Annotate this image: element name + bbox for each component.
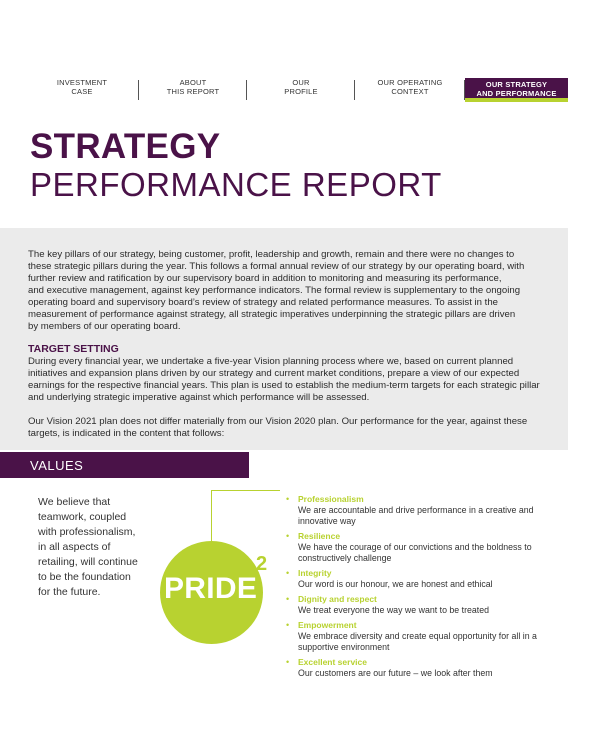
nav-item-label-line2: THIS REPORT: [166, 87, 220, 96]
section-nav: [28, 78, 568, 104]
value-name: Integrity: [298, 568, 332, 578]
body-line: and underlying strategic imperative against which performance will be assessed.: [28, 392, 370, 403]
nav-item-investment-case[interactable]: [28, 78, 136, 104]
nav-divider: [354, 80, 355, 100]
nav-divider: [138, 80, 139, 100]
values-intro-line: retailing, will continue: [38, 556, 138, 568]
value-name: Empowerment: [298, 620, 357, 630]
body-line: measurement of performance against strategy, all strategic imperatives underpinning the strategic pillars are driven: [28, 309, 516, 320]
values-intro-line: to be the foundation: [38, 571, 131, 583]
list-item: [286, 620, 586, 653]
bullet-icon: •: [286, 620, 290, 630]
body-line: targets, is indicated in the content that follows:: [28, 428, 225, 439]
nav-item-label-line2: PROFILE: [284, 87, 318, 96]
value-name: Excellent service: [298, 657, 367, 667]
value-description: We treat everyone the way we want to be treated: [298, 605, 490, 615]
list-item: [286, 657, 586, 679]
values-list: [286, 494, 586, 683]
bullet-icon: •: [286, 657, 290, 667]
nav-item-label-line2: CASE: [71, 87, 93, 96]
bullet-icon: •: [286, 568, 290, 578]
values-intro-line: with professionalism,: [38, 526, 136, 538]
section-subheading: TARGET SETTING: [28, 343, 119, 355]
nav-item-our-strategy-and-performance[interactable]: [465, 78, 568, 102]
value-name: Professionalism: [298, 494, 364, 504]
body-line: earnings for the respective financial years. This plan is used to establish the medium-term targets for each strategic pillar: [28, 380, 540, 391]
body-line: these strategic pillars during the year. This follows a formal annual review of our strategy by our operating board, with: [28, 261, 525, 272]
value-description: We have the courage of our convictions and the boldness to: [298, 542, 532, 552]
bullet-icon: •: [286, 494, 290, 504]
pride-badge-superscript: 2: [256, 553, 268, 575]
values-intro-line: teamwork, coupled: [38, 511, 127, 523]
body-line: operating board and supervisory board’s review of strategy and related performance measures. To assist in the: [28, 297, 498, 308]
body-line: initiatives and expansion plans driven by our strategy and current market conditions, prepare a view of our expected: [28, 368, 520, 379]
value-description: innovative way: [298, 516, 356, 526]
bullet-icon: •: [286, 594, 290, 604]
body-line: Our Vision 2021 plan does not differ materially from our Vision 2020 plan. Our performance for the year, against these: [28, 416, 528, 427]
value-description: Our customers are our future – we look after them: [298, 668, 493, 678]
nav-item-our-profile[interactable]: [248, 78, 354, 104]
connector-line: [211, 490, 280, 545]
nav-item-label-line2: CONTEXT: [391, 87, 429, 96]
nav-item-label-line1: INVESTMENT: [56, 78, 108, 87]
values-intro-line: for the future.: [38, 586, 101, 598]
list-item: [286, 531, 586, 564]
values-intro-line: in all aspects of: [38, 541, 111, 553]
nav-item-label-line1: OUR STRATEGY: [485, 80, 548, 89]
bullet-icon: •: [286, 531, 290, 541]
value-description: constructively challenge: [298, 553, 392, 563]
value-name: Dignity and respect: [298, 594, 377, 604]
value-name: Resilience: [298, 531, 341, 541]
pride-badge-text: PRIDE: [164, 572, 258, 605]
nav-item-label-line1: OUR OPERATING: [377, 78, 443, 87]
value-description: We embrace diversity and create equal opportunity for all in a: [298, 631, 537, 641]
nav-item-about-this-report[interactable]: [140, 78, 246, 104]
body-line: and executive management, against key performance indicators. The formal review is supplementary to the ongoing: [28, 285, 521, 296]
body-line: During every financial year, we undertake a five-year Vision planning process where we, based on current planned: [28, 356, 514, 367]
page-subtitle: PERFORMANCE REPORT: [30, 166, 442, 203]
values-heading: VALUES: [30, 458, 84, 473]
body-line: by members of our operating board.: [28, 321, 181, 332]
nav-item-label-line1: OUR: [292, 78, 310, 87]
list-item: [286, 594, 586, 616]
nav-item-label-line2: AND PERFORMANCE: [476, 89, 557, 98]
page-title: STRATEGY: [30, 127, 221, 166]
values-intro: [38, 495, 168, 600]
intro-panel-text: [0, 249, 566, 440]
body-line: further review and ratification by our supervisory board in addition to monitoring and measuring its performance,: [28, 273, 502, 284]
list-item: [286, 568, 586, 590]
list-item: [286, 494, 586, 527]
nav-divider: [246, 80, 247, 100]
body-line: The key pillars of our strategy, being customer, profit, leadership and growth, remain and there were no changes to: [28, 249, 515, 260]
value-description: supportive environment: [298, 642, 390, 652]
value-description: Our word is our honour, we are honest and ethical: [298, 579, 493, 589]
values-intro-line: We believe that: [38, 496, 111, 508]
value-description: We are accountable and drive performance in a creative and: [298, 505, 534, 515]
nav-item-our-operating-context[interactable]: [356, 78, 464, 104]
nav-item-label-line1: ABOUT: [179, 78, 207, 87]
